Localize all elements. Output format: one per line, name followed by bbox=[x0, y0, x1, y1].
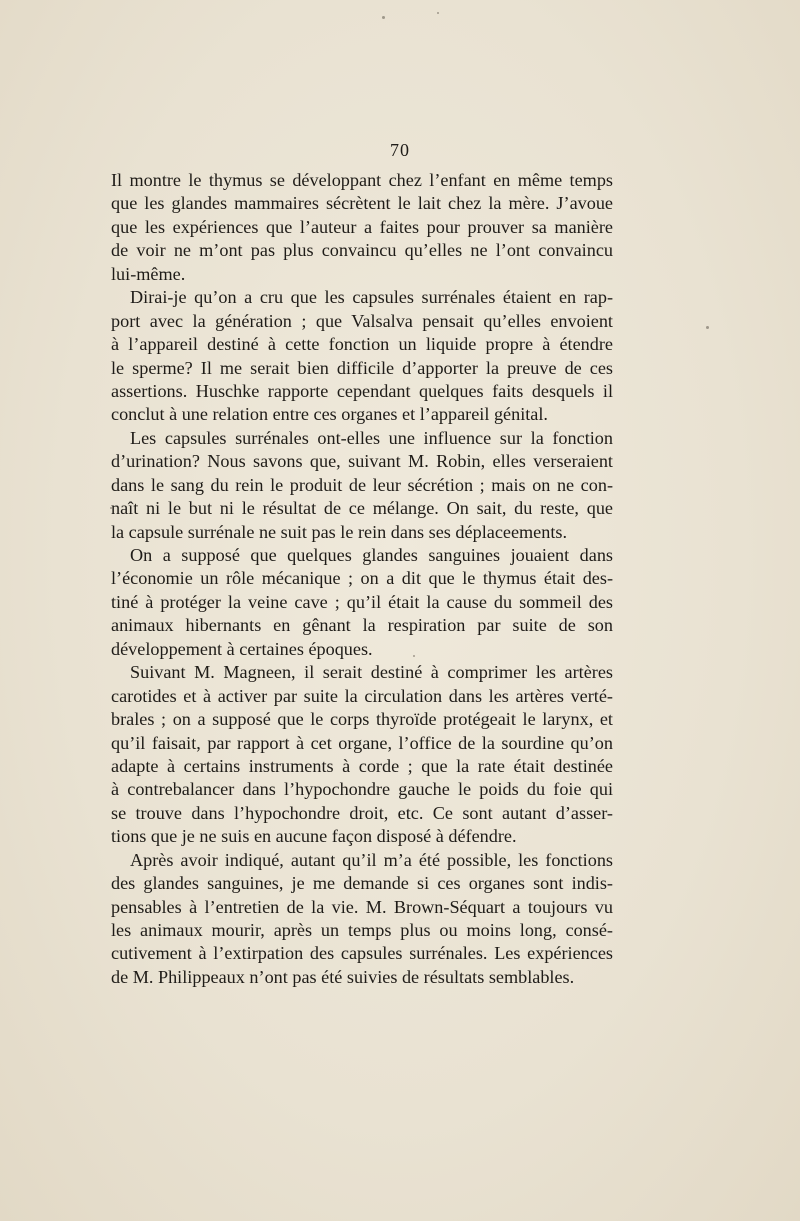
text-line: Suivant M. Magneen, il serait destiné à comprimer les artères bbox=[130, 662, 613, 683]
text-line: lui-même. bbox=[111, 263, 186, 284]
text-line: Dirai-je qu’on a cru que les capsules surrénales étaient en rap- bbox=[130, 287, 613, 308]
text-line: cutivement à l’extirpation des capsules surrénales. Les expériences bbox=[111, 943, 613, 964]
text-line: tiné à protéger la veine cave ; qu’il était la cause du sommeil des bbox=[111, 591, 613, 612]
text-line: des glandes sanguines, je me demande si ces organes sont indis- bbox=[111, 873, 613, 894]
paper-speck bbox=[437, 12, 439, 14]
body-text bbox=[111, 169, 613, 989]
text-line: se trouve dans l’hypochondre droit, etc. Ce sont autant d’asser- bbox=[111, 802, 613, 823]
text-line: que les expériences que l’auteur a faites pour prouver sa manière bbox=[111, 216, 613, 237]
paper-speck bbox=[706, 326, 709, 329]
text-line: qu’il faisait, par rapport à cet organe, l’office de la sourdine qu’on bbox=[111, 732, 613, 753]
text-line: adapte à certains instruments à corde ; que la rate était destinée bbox=[111, 755, 613, 776]
text-line: naît ni le but ni le résultat de ce mélange. On sait, du reste, que bbox=[111, 498, 613, 519]
text-line: à contrebalancer dans l’hypochondre gauche le poids du foie qui bbox=[111, 779, 613, 800]
text-line: d’urination? Nous savons que, suivant M. Robin, elles verseraient bbox=[111, 451, 613, 472]
text-line: pensables à l’entretien de la vie. M. Brown-Séquart a toujours vu bbox=[111, 896, 613, 917]
text-line: animaux hibernants en gênant la respiration par suite de son bbox=[111, 615, 613, 636]
text-line: de voir ne m’ont pas plus convaincu qu’elles ne l’ont convaincu bbox=[111, 240, 613, 261]
text-line: tions que je ne suis en aucune façon disposé à défendre. bbox=[111, 826, 517, 847]
text-line: que les glandes mammaires sécrètent le lait chez la mère. J’avoue bbox=[111, 193, 613, 214]
paper-speck bbox=[382, 16, 385, 19]
text-line: conclut à une relation entre ces organes et l’appareil génital. bbox=[111, 404, 548, 425]
text-line: l’économie un rôle mécanique ; on a dit que le thymus était des- bbox=[111, 568, 613, 589]
page-number: 70 bbox=[390, 140, 410, 160]
text-line: port avec la génération ; que Valsalva pensait qu’elles envoient bbox=[111, 310, 613, 331]
text-line: On a supposé que quelques glandes sanguines jouaient dans bbox=[130, 545, 613, 565]
text-line: dans le sang du rein le produit de leur sécrétion ; mais on ne con- bbox=[111, 474, 613, 495]
text-line: Il montre le thymus se développant chez l’enfant en même temps bbox=[111, 170, 613, 190]
text-line: Les capsules surrénales ont-elles une influence sur la fonction bbox=[130, 427, 613, 448]
text-line: à l’appareil destiné à cette fonction un liquide propre à étendre bbox=[111, 334, 613, 355]
text-line: Après avoir indiqué, autant qu’il m’a été possible, les fonctions bbox=[130, 849, 613, 870]
text-line: assertions. Huschke rapporte cependant quelques faits desquels il bbox=[111, 380, 613, 401]
text-line: les animaux mourir, après un temps plus ou moins long, consé- bbox=[111, 920, 613, 940]
text-line: le sperme? Il me serait bien difficile d’apporter la preuve de ces bbox=[111, 357, 613, 378]
text-line: brales ; on a supposé que le corps thyroïde protégeait le larynx, et bbox=[111, 709, 613, 730]
text-line: de M. Philippeaux n’ont pas été suivies de résultats semblables. bbox=[111, 966, 575, 987]
text-line: développement à certaines époques. bbox=[111, 638, 373, 659]
text-line: la capsule surrénale ne suit pas le rein dans ses déplaceements. bbox=[111, 521, 568, 542]
text-line: carotides et à activer par suite la circulation dans les artères verté- bbox=[111, 685, 613, 706]
